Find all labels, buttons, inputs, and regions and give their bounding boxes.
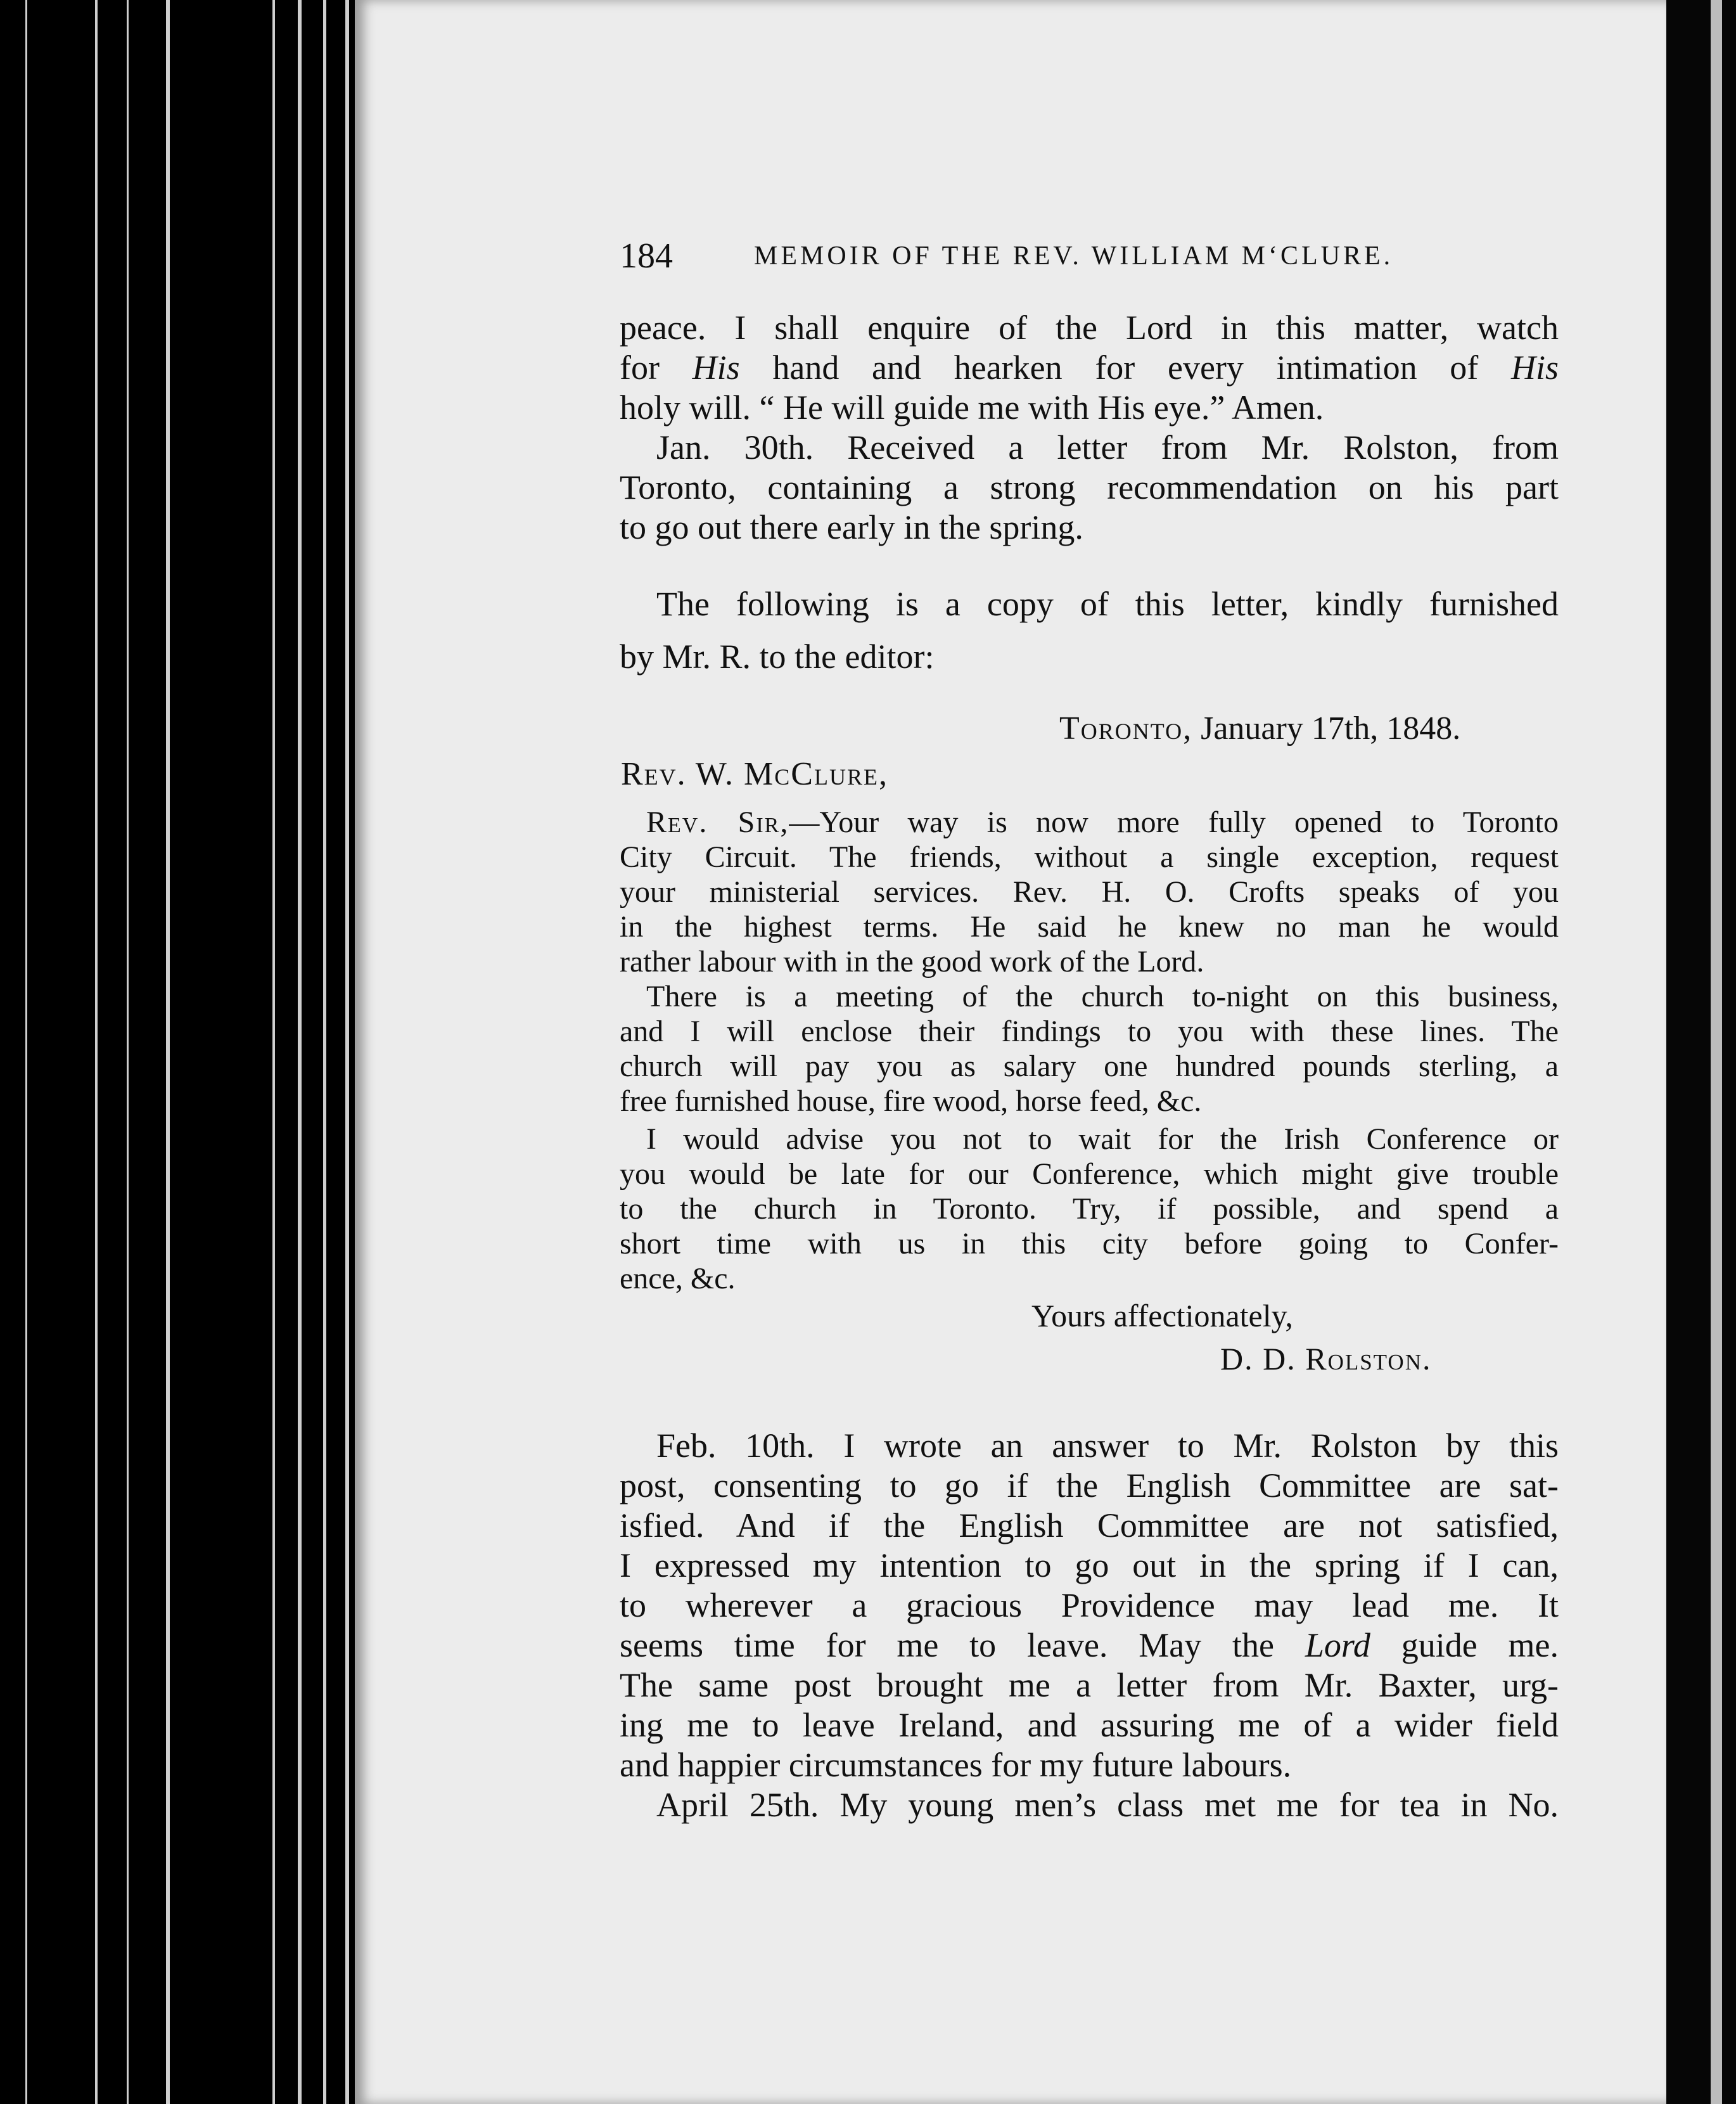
text-line: post, consenting to go if the English Committee are sat- (620, 1466, 1559, 1504)
text-line: isfied. And if the English Committee are not satisfied, (620, 1506, 1559, 1544)
text-line: ing me to leave Ireland, and assuring me of a wider field (620, 1706, 1559, 1744)
page-edge-line (345, 0, 349, 2104)
letter-line: in the highest terms. He said he knew no man he would (620, 910, 1559, 944)
running-head (620, 236, 1437, 278)
letter-line: free furnished house, fire wood, horse feed, &c. (620, 1084, 1202, 1118)
page-edge-line (323, 0, 326, 2104)
letter-line: City Circuit. The friends, without a single exception, request (620, 840, 1559, 874)
letter-salutation: Rev. W. McClure, (621, 756, 888, 792)
text-line: holy will. “ He will guide me with His eye.” Amen. (620, 388, 1324, 427)
letter-line: your ministerial services. Rev. H. O. Crofts speaks of you (620, 875, 1559, 909)
text-line: peace. I shall enquire of the Lord in this matter, watch (620, 309, 1559, 347)
page-edge-line (298, 0, 302, 2104)
text-line: Jan. 30th. Received a letter from Mr. Rolston, from (656, 428, 1559, 466)
text-line: to go out there early in the spring. (620, 508, 1083, 546)
text-line: The same post brought me a letter from Mr. Baxter, urg- (620, 1666, 1559, 1704)
page-edge-line (272, 0, 275, 2104)
letter-line: to the church in Toronto. Try, if possible, and spend a (620, 1192, 1559, 1226)
text-line: for His hand and hearken for every intimation of His (620, 349, 1559, 387)
running-title: MEMOIR OF THE REV. WILLIAM M‘CLURE. (754, 241, 1394, 271)
letter-line: and I will enclose their findings to you with these lines. The (620, 1015, 1559, 1048)
page-edge-line (25, 0, 27, 2104)
book-right-edge (1666, 0, 1736, 2104)
letter-line: There is a meeting of the church to-night on this business, (646, 980, 1559, 1013)
next-page-sliver (1711, 0, 1722, 2104)
text-line: April 25th. My young men’s class met me for tea in No. (656, 1786, 1559, 1824)
letter-line: you would be late for our Conference, which might give trouble (620, 1157, 1559, 1191)
text-line: and happier circumstances for my future labours. (620, 1746, 1292, 1784)
letter-line: short time with us in this city before going to Confer- (620, 1227, 1559, 1260)
book-edge (0, 0, 367, 2104)
text-line: Toronto, containing a strong recommendation on his part (620, 468, 1559, 506)
page-edge-line (95, 0, 98, 2104)
text-line: I expressed my intention to go out in the spring if I can, (620, 1546, 1559, 1584)
letter-line: ence, &c. (620, 1262, 736, 1295)
letter-line: I would advise you not to wait for the Irish Conference or (646, 1122, 1559, 1156)
letter-closing: Yours affectionately, (1031, 1298, 1293, 1333)
page-edge-line (166, 0, 170, 2104)
page-edge-line (127, 0, 129, 2104)
text-line: The following is a copy of this letter, kindly furnished (656, 585, 1559, 623)
text-line: seems time for me to leave. May the Lord guide me. (620, 1626, 1559, 1664)
text-line: Feb. 10th. I wrote an answer to Mr. Rolston by this (656, 1427, 1559, 1465)
letter-line: Rev. Sir,—Your way is now more fully opened to Toronto (646, 805, 1559, 839)
letter-signature: D. D. Rolston. (1220, 1341, 1432, 1376)
letter-line: rather labour with in the good work of the Lord. (620, 945, 1204, 978)
text-line: to wherever a gracious Providence may lead me. It (620, 1586, 1559, 1624)
page-number: 184 (620, 236, 673, 276)
letter-dateline: Toronto, January 17th, 1848. (1059, 710, 1461, 747)
letter-line: church will pay you as salary one hundred pounds sterling, a (620, 1049, 1559, 1083)
text-line: by Mr. R. to the editor: (620, 638, 935, 676)
